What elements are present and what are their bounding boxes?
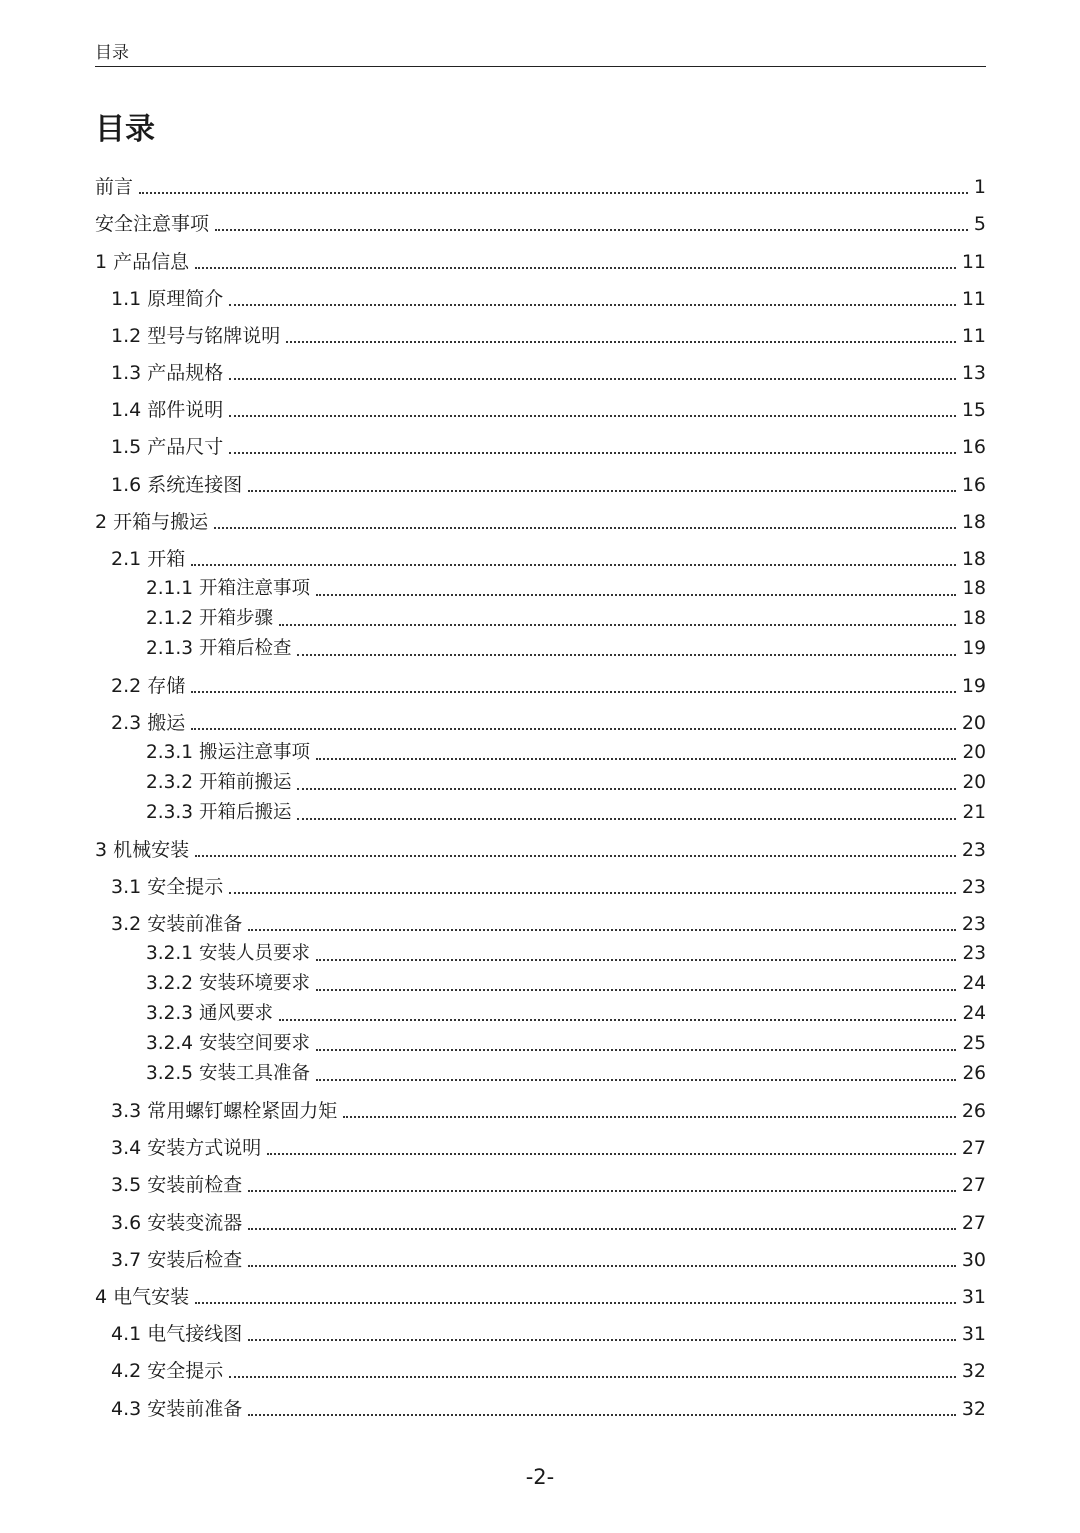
dot-leader xyxy=(229,415,956,417)
toc-entry-label: 2.3.1 搬运注意事项 xyxy=(146,742,310,763)
toc-entry[interactable] xyxy=(95,249,986,275)
toc-entry-page: 23 xyxy=(961,876,986,898)
toc-entry-label: 1.4 部件说明 xyxy=(111,399,224,421)
toc-entry[interactable] xyxy=(146,606,986,632)
toc-entry-label: 1 产品信息 xyxy=(95,251,190,273)
toc-entry-label: 1.1 原理简介 xyxy=(111,288,224,310)
dot-leader xyxy=(191,564,956,566)
dot-leader xyxy=(195,1302,956,1304)
toc-entry-label: 前言 xyxy=(95,176,134,198)
toc-entry-label: 2.1.2 开箱步骤 xyxy=(146,608,273,629)
dot-leader xyxy=(267,1153,956,1155)
toc-entry-page: 26 xyxy=(961,1100,986,1122)
toc-entry-page: 32 xyxy=(961,1398,986,1420)
toc-entry-label: 2.3.3 开箱后搬运 xyxy=(146,802,292,823)
toc-entry[interactable] xyxy=(111,1210,986,1236)
toc-entry-page: 23 xyxy=(962,943,986,964)
toc-entry[interactable] xyxy=(111,546,986,572)
toc-entry[interactable] xyxy=(111,1247,986,1273)
toc-entry[interactable] xyxy=(111,710,986,736)
toc-entry[interactable] xyxy=(146,971,986,997)
toc-entry[interactable] xyxy=(146,1031,986,1057)
dot-leader xyxy=(195,855,956,857)
toc-entry-label: 1.3 产品规格 xyxy=(111,362,224,384)
toc-entry-page: 1 xyxy=(973,176,986,198)
toc-entry-label: 1.2 型号与铭牌说明 xyxy=(111,325,281,347)
dot-leader xyxy=(248,1190,956,1192)
toc-entry-label: 3.1 安全提示 xyxy=(111,876,224,898)
toc-entry-page: 23 xyxy=(961,839,986,861)
toc-entry[interactable] xyxy=(111,434,986,460)
dot-leader xyxy=(286,341,956,343)
toc-entry[interactable] xyxy=(95,837,986,863)
toc-entry-label: 2.1.3 开箱后检查 xyxy=(146,638,292,659)
toc-entry-page: 23 xyxy=(961,913,986,935)
toc-entry-page: 11 xyxy=(961,251,986,273)
toc-entry-label: 3.3 常用螺钉螺栓紧固力矩 xyxy=(111,1100,338,1122)
toc-entry[interactable] xyxy=(111,1321,986,1347)
toc-entry-label: 4.2 安全提示 xyxy=(111,1360,224,1382)
toc-entry[interactable] xyxy=(111,397,986,423)
toc-entry-page: 15 xyxy=(961,399,986,421)
toc-entry[interactable] xyxy=(146,1061,986,1087)
toc-entry-label: 安全注意事项 xyxy=(95,213,210,235)
dot-leader xyxy=(343,1116,956,1118)
toc-entry-label: 3.6 安装变流器 xyxy=(111,1212,243,1234)
toc-entry-page: 18 xyxy=(961,511,986,533)
toc-entry-page: 11 xyxy=(961,288,986,310)
toc-entry-label: 3.2.5 安装工具准备 xyxy=(146,1063,310,1084)
toc-entry-label: 2.2 存储 xyxy=(111,675,186,697)
dot-leader xyxy=(139,192,968,194)
toc-entry-label: 2.3.2 开箱前搬运 xyxy=(146,772,292,793)
toc-entry-page: 5 xyxy=(973,213,986,235)
toc-entry[interactable] xyxy=(111,286,986,312)
dot-leader xyxy=(316,1079,956,1081)
toc-entry-page: 21 xyxy=(962,802,986,823)
toc-entry[interactable] xyxy=(146,576,986,602)
toc-entry-page: 27 xyxy=(961,1137,986,1159)
toc-entry-label: 4.3 安装前准备 xyxy=(111,1398,243,1420)
dot-leader xyxy=(248,1265,956,1267)
toc-entry[interactable] xyxy=(95,1284,986,1310)
toc-entry[interactable] xyxy=(111,1172,986,1198)
dot-leader xyxy=(316,1049,956,1051)
dot-leader xyxy=(195,267,956,269)
dot-leader xyxy=(229,892,956,894)
toc-entry[interactable] xyxy=(95,174,986,200)
toc-entry-label: 1.6 系统连接图 xyxy=(111,474,243,496)
toc-entry[interactable] xyxy=(111,1098,986,1124)
toc-entry[interactable] xyxy=(111,472,986,498)
dot-leader xyxy=(229,304,956,306)
toc-entry-page: 30 xyxy=(961,1249,986,1271)
dot-leader xyxy=(214,527,956,529)
toc-entry-label: 4.1 电气接线图 xyxy=(111,1323,243,1345)
toc-entry-page: 32 xyxy=(961,1360,986,1382)
toc-entry-page: 16 xyxy=(961,436,986,458)
toc-entry-page: 16 xyxy=(961,474,986,496)
toc-entry-label: 2 开箱与搬运 xyxy=(95,511,209,533)
toc-entry[interactable] xyxy=(146,1001,986,1027)
toc-entry[interactable] xyxy=(146,770,986,796)
dot-leader xyxy=(248,929,956,931)
toc-entry-label: 3 机械安装 xyxy=(95,839,190,861)
dot-leader xyxy=(191,691,956,693)
toc-entry-page: 18 xyxy=(962,578,986,599)
toc-entry[interactable] xyxy=(146,941,986,967)
toc-entry-label: 3.7 安装后检查 xyxy=(111,1249,243,1271)
toc-entry-label: 2.1 开箱 xyxy=(111,548,186,570)
toc-entry-page: 24 xyxy=(962,973,986,994)
toc-entry-page: 27 xyxy=(961,1212,986,1234)
dot-leader xyxy=(229,452,956,454)
toc-entry-label: 3.4 安装方式说明 xyxy=(111,1137,262,1159)
toc-entry-page: 25 xyxy=(962,1033,986,1054)
toc-entry-page: 11 xyxy=(961,325,986,347)
toc-entry-page: 19 xyxy=(962,638,986,659)
toc-entry-page: 20 xyxy=(961,712,986,734)
running-header: 目录 xyxy=(95,43,129,63)
page-title: 目录 xyxy=(95,112,155,147)
dot-leader xyxy=(316,959,956,961)
dot-leader xyxy=(229,378,956,380)
dot-leader xyxy=(248,1339,956,1341)
toc-entry-page: 27 xyxy=(961,1174,986,1196)
dot-leader xyxy=(297,654,956,656)
toc-entry-page: 31 xyxy=(961,1323,986,1345)
toc-entry-label: 4 电气安装 xyxy=(95,1286,190,1308)
toc-entry-page: 18 xyxy=(961,548,986,570)
dot-leader xyxy=(279,1019,957,1021)
toc-entry-label: 3.2.2 安装环境要求 xyxy=(146,973,310,994)
toc-entry[interactable] xyxy=(111,1396,986,1422)
toc-entry-page: 24 xyxy=(962,1003,986,1024)
dot-leader xyxy=(215,229,968,231)
dot-leader xyxy=(316,758,956,760)
toc-entry[interactable] xyxy=(95,509,986,535)
page-number: -2- xyxy=(525,1465,555,1489)
toc-entry[interactable] xyxy=(111,360,986,386)
toc-entry-page: 20 xyxy=(962,742,986,763)
toc-entry-label: 3.5 安装前检查 xyxy=(111,1174,243,1196)
dot-leader xyxy=(248,490,956,492)
toc-entry[interactable] xyxy=(146,740,986,766)
toc-entry-page: 13 xyxy=(961,362,986,384)
dot-leader xyxy=(297,788,956,790)
dot-leader xyxy=(279,624,957,626)
toc-entry-page: 18 xyxy=(962,608,986,629)
dot-leader xyxy=(248,1414,956,1416)
dot-leader xyxy=(229,1376,956,1378)
toc-entry[interactable] xyxy=(111,1135,986,1161)
toc-entry[interactable] xyxy=(111,911,986,937)
toc-entry-label: 2.3 搬运 xyxy=(111,712,186,734)
dot-leader xyxy=(316,989,956,991)
dot-leader xyxy=(248,1228,956,1230)
dot-leader xyxy=(191,728,956,730)
dot-leader xyxy=(316,594,956,596)
dot-leader xyxy=(297,818,956,820)
toc-entry[interactable] xyxy=(146,800,986,826)
toc-entry-label: 3.2 安装前准备 xyxy=(111,913,243,935)
toc-entry-label: 3.2.4 安装空间要求 xyxy=(146,1033,310,1054)
toc-entry-label: 2.1.1 开箱注意事项 xyxy=(146,578,310,599)
toc-list xyxy=(95,0,986,1533)
toc-entry-label: 3.2.3 通风要求 xyxy=(146,1003,273,1024)
toc-entry-label: 3.2.1 安装人员要求 xyxy=(146,943,310,964)
toc-entry[interactable] xyxy=(111,874,986,900)
toc-entry-page: 20 xyxy=(962,772,986,793)
toc-entry-page: 19 xyxy=(961,675,986,697)
toc-entry-page: 31 xyxy=(961,1286,986,1308)
toc-entry[interactable] xyxy=(146,636,986,662)
toc-entry[interactable] xyxy=(111,323,986,349)
toc-entry-label: 1.5 产品尺寸 xyxy=(111,436,224,458)
toc-entry-page: 26 xyxy=(962,1063,986,1084)
toc-entry[interactable] xyxy=(111,673,986,699)
toc-entry[interactable] xyxy=(95,211,986,237)
toc-entry[interactable] xyxy=(111,1358,986,1384)
